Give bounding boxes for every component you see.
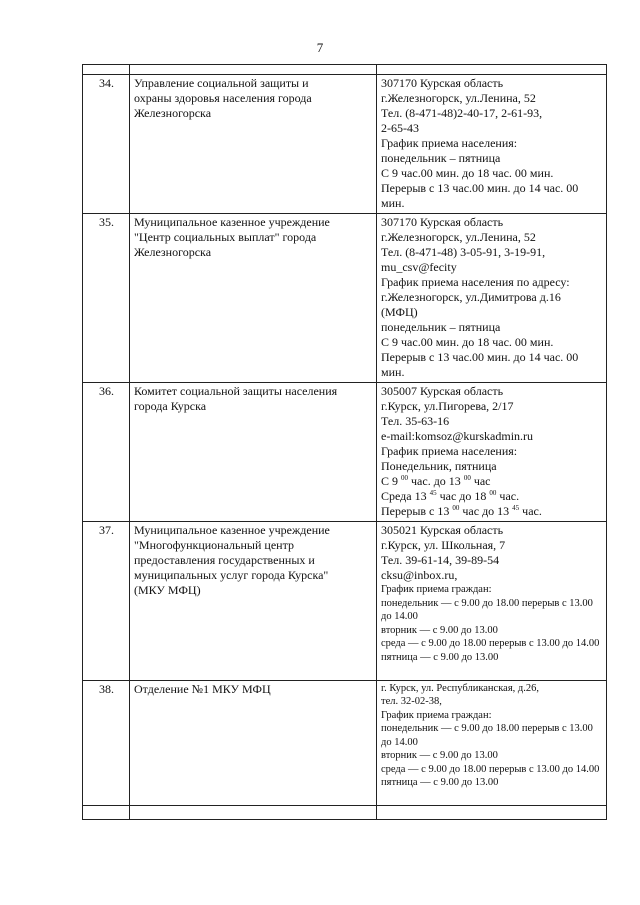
info-line: Тел. 39-61-14, 39-89-54 [381, 553, 500, 567]
row-number: 35. [83, 214, 130, 383]
info-line: Тел. 35-63-16 [381, 414, 450, 428]
info-line: 307170 Курская область [381, 76, 504, 90]
schedule-line: вторник — с 9.00 до 13.00 [381, 624, 498, 636]
schedule-line [381, 474, 603, 489]
table-row [83, 680, 607, 806]
name-line: Комитет социальной защиты населения [134, 384, 338, 398]
schedule-line: пятница — с 9.00 до 13.00 [381, 777, 499, 788]
superscript-minutes: 45 [512, 504, 520, 512]
row-number: 37. [83, 522, 130, 681]
name-line: Управление социальной защиты и [134, 76, 309, 90]
blank-line [381, 790, 603, 804]
email-line: e-mail:komsoz@kurskadmin.ru [381, 429, 534, 443]
superscript-minutes: 00 [452, 504, 460, 512]
contact-info [377, 680, 607, 806]
table-row [83, 383, 607, 522]
schedule-text: С 9 [381, 474, 402, 488]
info-line: mu_csv@fecity [381, 260, 457, 274]
services-table [82, 64, 607, 820]
info-line: г.Курск, ул.Пигорева, 2/17 [381, 399, 514, 413]
info-line: 2-65-43 [381, 121, 419, 135]
info-line: понедельник – пятница [381, 151, 501, 165]
name-line: Муниципальное казенное учреждение [134, 215, 330, 229]
schedule-text: час до 18 [436, 489, 490, 503]
blank-line [381, 664, 603, 678]
info-line: График приема населения по адресу: [381, 275, 570, 289]
schedule-text: Перерыв с 13 [381, 504, 453, 518]
name-line: Железногорска [134, 106, 212, 120]
organization-name [130, 522, 377, 681]
info-line: г.Железногорск, ул.Димитрова д.16 [381, 290, 561, 304]
table-row [83, 522, 607, 681]
name-line: предоставления государственных и [134, 553, 315, 567]
info-line: (МФЦ) [381, 305, 418, 319]
superscript-minutes: 00 [489, 489, 497, 497]
name-line: муниципальных услуг города Курска" [134, 568, 329, 582]
superscript-minutes: 45 [429, 489, 437, 497]
info-line: График приема населения: [381, 444, 518, 458]
email-line: cksu@inbox.ru, [381, 568, 458, 582]
info-line: Перерыв с 13 час.00 мин. до 14 час. 00 [381, 350, 579, 364]
info-line: Тел. (8-471-48) 3-05-91, 3-19-91, [381, 245, 546, 259]
info-line: 307170 Курская область [381, 215, 504, 229]
name-line: охраны здоровья населения города [134, 91, 312, 105]
info-line: Тел. (8-471-48)2-40-17, 2-61-93, [381, 106, 543, 120]
name-line: Муниципальное казенное учреждение [134, 523, 330, 537]
row-number: 36. [83, 383, 130, 522]
info-line: г.Железногорск, ул.Ленина, 52 [381, 91, 536, 105]
name-line: города Курска [134, 399, 207, 413]
row-number: 34. [83, 75, 130, 214]
schedule-text: час. до 13 [408, 474, 464, 488]
organization-name [130, 383, 377, 522]
contact-info [377, 214, 607, 383]
info-line: г. Курск, ул. Республиканская, д.26, [381, 682, 539, 694]
schedule-text: час. [496, 489, 520, 503]
superscript-minutes: 00 [463, 474, 471, 482]
schedule-line: пятница — с 9.00 до 13.00 [381, 651, 499, 663]
info-line: г.Курск, ул. Школьная, 7 [381, 538, 506, 552]
info-line: 305021 Курская область [381, 523, 504, 537]
schedule-line [381, 489, 603, 504]
organization-name [130, 680, 377, 806]
info-line: мин. [381, 196, 405, 210]
organization-name [130, 214, 377, 383]
name-line: Отделение №1 МКУ МФЦ [134, 681, 271, 696]
row-number: 38. [83, 680, 130, 806]
info-line: понедельник – пятница [381, 320, 501, 334]
schedule-line: среда — с 9.00 до 18.00 перерыв с 13.00 до 14.00 [381, 763, 600, 775]
schedule-text: час. [519, 504, 542, 518]
info-line: С 9 час.00 мин. до 18 час. 00 мин. [381, 335, 554, 349]
contact-info [377, 522, 607, 681]
table-top-spacer-row [83, 65, 607, 75]
info-line: Понедельник, пятница [381, 459, 497, 473]
info-line: Перерыв с 13 час.00 мин. до 14 час. 00 [381, 181, 579, 195]
organization-name [130, 75, 377, 214]
info-line: тел. 32-02-38, [381, 696, 442, 707]
superscript-minutes: 00 [401, 474, 409, 482]
schedule-line: понедельник — с 9.00 до 18.00 перерыв с 13.00 до 14.00 [381, 597, 593, 622]
schedule-line: вторник — с 9.00 до 13.00 [381, 750, 498, 761]
info-line: г.Железногорск, ул.Ленина, 52 [381, 230, 536, 244]
info-line: 305007 Курская область [381, 384, 504, 398]
contact-info [377, 383, 607, 522]
name-line: (МКУ МФЦ) [134, 583, 201, 597]
schedule-line [381, 504, 603, 519]
info-line: мин. [381, 365, 405, 379]
name-line: "Многофункциональный центр [134, 538, 294, 552]
schedule-text: час [470, 474, 491, 488]
page-number: 7 [316, 40, 324, 55]
schedule-text: час до 13 [459, 504, 513, 518]
schedule-text: Среда 13 [381, 489, 430, 503]
table-row [83, 75, 607, 214]
name-line: "Центр социальных выплат" города [134, 230, 317, 244]
name-line: Железногорска [134, 245, 212, 259]
info-line: С 9 час.00 мин. до 18 час. 00 мин. [381, 166, 554, 180]
schedule-line: График приема граждан: [381, 584, 492, 595]
table-row [83, 214, 607, 383]
schedule-line: График приема граждан: [381, 709, 492, 721]
contact-info [377, 75, 607, 214]
schedule-line: понедельник — с 9.00 до 18.00 перерыв с 13.00 до 14.00 [381, 723, 593, 748]
table-bottom-spacer-row [83, 806, 607, 820]
info-line: График приема населения: [381, 136, 518, 150]
schedule-line: среда — с 9.00 до 18.00 перерыв с 13.00 до 14.00 [381, 638, 600, 649]
